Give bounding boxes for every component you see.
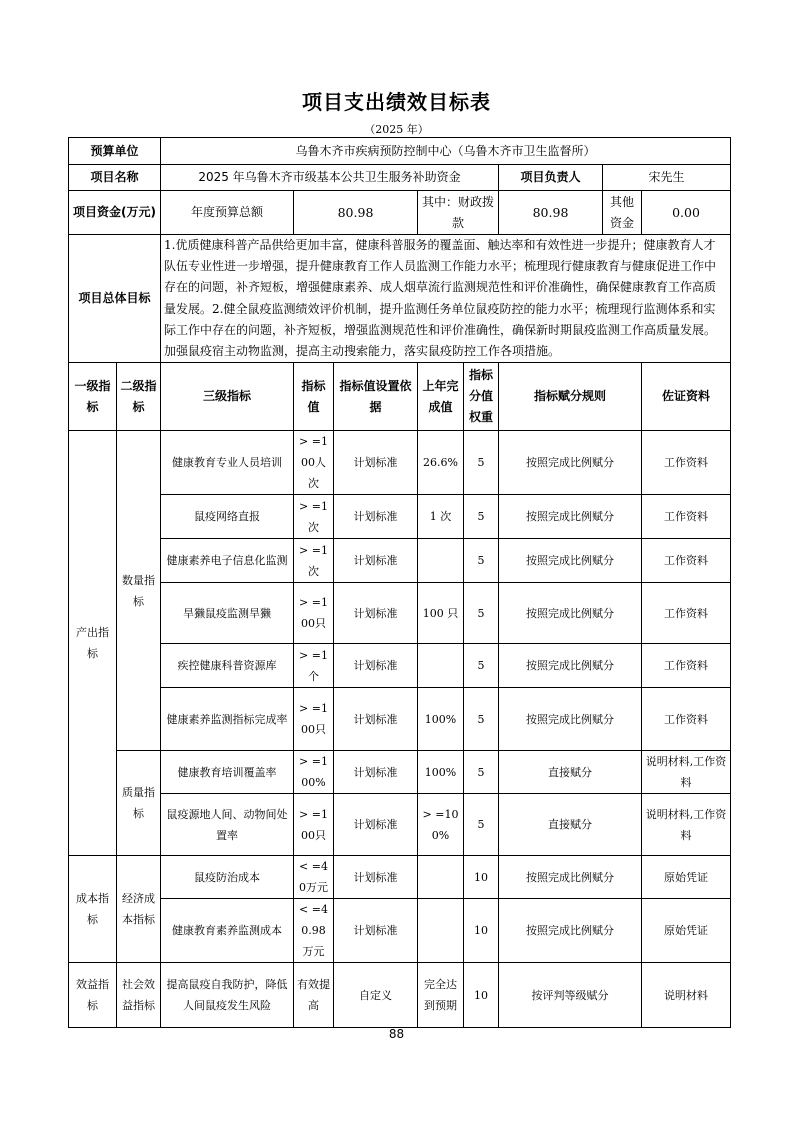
indicator-rule: 直接赋分 — [499, 794, 642, 856]
indicator-rule: 按照完成比例赋分 — [499, 539, 642, 583]
project-name-value: 2025 年乌鲁木齐市级基本公共卫生服务补助资金 — [161, 165, 499, 191]
indicator-evidence: 工作资料 — [642, 644, 731, 688]
indicator-basis: 计划标准 — [334, 539, 418, 583]
indicator-value: > =100只 — [294, 794, 334, 856]
indicator-rule: 按照完成比例赋分 — [499, 688, 642, 751]
row-project-funds — [69, 191, 731, 235]
indicator-rule: 直接赋分 — [499, 751, 642, 794]
indicator-weight: 5 — [464, 794, 499, 856]
indicator-last: > =100% — [418, 794, 464, 856]
group-cost: 成本指标 — [69, 856, 117, 963]
indicator-value: < =40万元 — [294, 856, 334, 899]
indicator-evidence: 说明材料,工作资料 — [642, 794, 731, 856]
table-row — [69, 794, 731, 856]
indicator-rule: 按照完成比例赋分 — [499, 856, 642, 899]
indicator-name: 旱獭鼠疫监测旱獭 — [161, 583, 294, 644]
header-level3: 三级指标 — [161, 363, 294, 431]
indicator-rule: 按评判等级赋分 — [499, 963, 642, 1028]
indicator-basis: 计划标准 — [334, 751, 418, 794]
indicator-rule: 按照完成比例赋分 — [499, 431, 642, 495]
indicator-evidence: 说明材料,工作资料 — [642, 751, 731, 794]
group-quality: 质量指标 — [117, 751, 161, 856]
table-row — [69, 751, 731, 794]
indicator-rule: 按照完成比例赋分 — [499, 899, 642, 963]
indicator-weight: 10 — [464, 899, 499, 963]
indicator-weight: 10 — [464, 963, 499, 1028]
indicator-value: 有效提高 — [294, 963, 334, 1028]
indicator-evidence: 工作资料 — [642, 431, 731, 495]
project-leader-label: 项目负责人 — [499, 165, 603, 191]
indicator-last: 完全达到预期 — [418, 963, 464, 1028]
indicator-name: 健康教育素养监测成本 — [161, 899, 294, 963]
header-evidence: 佐证资料 — [642, 363, 731, 431]
table-row — [69, 856, 731, 899]
indicator-evidence: 工作资料 — [642, 495, 731, 539]
indicator-last: 26.6% — [418, 431, 464, 495]
overall-goal-text: 1.优质健康科普产品供给更加丰富，健康科普服务的覆盖面、触达率和有效性进一步提升；健康教育人才队伍专业性进一步增强，提升健康教育工作人员监测工作能力水平；梳理现行健康教育与健康促进工作中存在的问题，补齐短板，增强健康素养、成人烟草流行监测规范性和评价准确性，确保健康教育工作高质量发展。2.健全鼠疫监测绩效评价机制，提升监测任务单位鼠疫防控的能力水平；梳理现行监测体系和实际工作中存在的问题，补齐短板，增强监测规范性和评价准确性，确保新时期鼠疫监测工作高质量发展。加强鼠疫宿主动物监测，提高主动搜索能力，落实鼠疫防控工作各项措施。 — [161, 235, 731, 363]
overall-goal-label: 项目总体目标 — [69, 235, 161, 363]
indicator-rule: 按照完成比例赋分 — [499, 644, 642, 688]
table-row — [69, 539, 731, 583]
header-weight: 指标分值权重 — [464, 363, 499, 431]
table-row — [69, 899, 731, 963]
row-overall-goal — [69, 235, 731, 363]
budget-unit-value: 乌鲁木齐市疾病预防控制中心（乌鲁木齐市卫生监督所） — [161, 138, 731, 165]
row-budget-unit — [69, 138, 731, 165]
table-row — [69, 963, 731, 1028]
project-leader-value: 宋先生 — [603, 165, 731, 191]
indicator-last: 100% — [418, 751, 464, 794]
performance-table — [68, 137, 731, 1028]
indicator-weight: 5 — [464, 751, 499, 794]
indicator-weight: 5 — [464, 688, 499, 751]
indicator-evidence: 原始凭证 — [642, 899, 731, 963]
other-funds-value: 0.00 — [642, 191, 731, 235]
indicator-value: > =100% — [294, 751, 334, 794]
header-rule: 指标赋分规则 — [499, 363, 642, 431]
header-basis: 指标值设置依据 — [334, 363, 418, 431]
indicator-value: > =1次 — [294, 539, 334, 583]
indicator-name: 疾控健康科普资源库 — [161, 644, 294, 688]
group-social-benefit: 社会效益指标 — [117, 963, 161, 1028]
project-name-label: 项目名称 — [69, 165, 161, 191]
annual-budget-value: 80.98 — [294, 191, 418, 235]
header-row — [69, 363, 731, 431]
indicator-name: 健康素养监测指标完成率 — [161, 688, 294, 751]
indicator-evidence: 工作资料 — [642, 583, 731, 644]
indicator-weight: 5 — [464, 583, 499, 644]
indicator-name: 鼠疫防治成本 — [161, 856, 294, 899]
indicator-evidence: 工作资料 — [642, 688, 731, 751]
project-funds-label: 项目资金(万元) — [69, 191, 161, 235]
table-row — [69, 495, 731, 539]
table-row — [69, 644, 731, 688]
indicator-basis: 计划标准 — [334, 583, 418, 644]
indicator-name: 健康教育培训覆盖率 — [161, 751, 294, 794]
group-output: 产出指标 — [69, 431, 117, 856]
page-number: 88 — [388, 1027, 405, 1041]
indicator-basis: 计划标准 — [334, 794, 418, 856]
indicator-basis: 自定义 — [334, 963, 418, 1028]
indicator-value: > =100只 — [294, 688, 334, 751]
group-economic-cost: 经济成本指标 — [117, 856, 161, 963]
indicator-last — [418, 856, 464, 899]
indicator-weight: 5 — [464, 644, 499, 688]
indicator-evidence: 工作资料 — [642, 539, 731, 583]
indicator-rule: 按照完成比例赋分 — [499, 495, 642, 539]
header-level2: 二级指标 — [117, 363, 161, 431]
indicator-basis: 计划标准 — [334, 856, 418, 899]
indicator-value: > =100人次 — [294, 431, 334, 495]
page-title: 项目支出绩效目标表 — [302, 90, 491, 114]
year-label: （2025 年） — [364, 123, 429, 136]
indicator-last: 100 只 — [418, 583, 464, 644]
table-row — [69, 431, 731, 495]
indicator-evidence: 说明材料 — [642, 963, 731, 1028]
indicator-basis: 计划标准 — [334, 899, 418, 963]
indicator-basis: 计划标准 — [334, 644, 418, 688]
header-last-year: 上年完成值 — [418, 363, 464, 431]
indicator-name: 健康素养电子信息化监测 — [161, 539, 294, 583]
indicator-evidence: 原始凭证 — [642, 856, 731, 899]
indicator-last — [418, 539, 464, 583]
indicator-last: 1 次 — [418, 495, 464, 539]
group-benefit: 效益指标 — [69, 963, 117, 1028]
indicator-value: > =1个 — [294, 644, 334, 688]
annual-budget-label: 年度预算总额 — [161, 191, 294, 235]
indicator-last — [418, 644, 464, 688]
indicator-basis: 计划标准 — [334, 495, 418, 539]
indicator-rule: 按照完成比例赋分 — [499, 583, 642, 644]
indicator-value: < =40.98万元 — [294, 899, 334, 963]
indicator-weight: 5 — [464, 495, 499, 539]
indicator-name: 提高鼠疫自我防护，降低人间鼠疫发生风险 — [161, 963, 294, 1028]
row-project-name — [69, 165, 731, 191]
budget-unit-label: 预算单位 — [69, 138, 161, 165]
header-value: 指标值 — [294, 363, 334, 431]
indicator-value: > =100只 — [294, 583, 334, 644]
indicator-last: 100% — [418, 688, 464, 751]
group-quantity: 数量指标 — [117, 431, 161, 751]
indicator-name: 鼠疫网络直报 — [161, 495, 294, 539]
indicator-name: 健康教育专业人员培训 — [161, 431, 294, 495]
indicator-weight: 10 — [464, 856, 499, 899]
indicator-basis: 计划标准 — [334, 688, 418, 751]
indicator-weight: 5 — [464, 539, 499, 583]
fiscal-allocation-label: 其中：财政拨款 — [418, 191, 499, 235]
table-row — [69, 688, 731, 751]
indicator-weight: 5 — [464, 431, 499, 495]
indicator-basis: 计划标准 — [334, 431, 418, 495]
table-row — [69, 583, 731, 644]
fiscal-allocation-value: 80.98 — [499, 191, 603, 235]
other-funds-label: 其他资金 — [603, 191, 642, 235]
header-level1: 一级指标 — [69, 363, 117, 431]
indicator-value: > =1次 — [294, 495, 334, 539]
indicator-name: 鼠疫源地人间、动物间处置率 — [161, 794, 294, 856]
indicator-last — [418, 899, 464, 963]
